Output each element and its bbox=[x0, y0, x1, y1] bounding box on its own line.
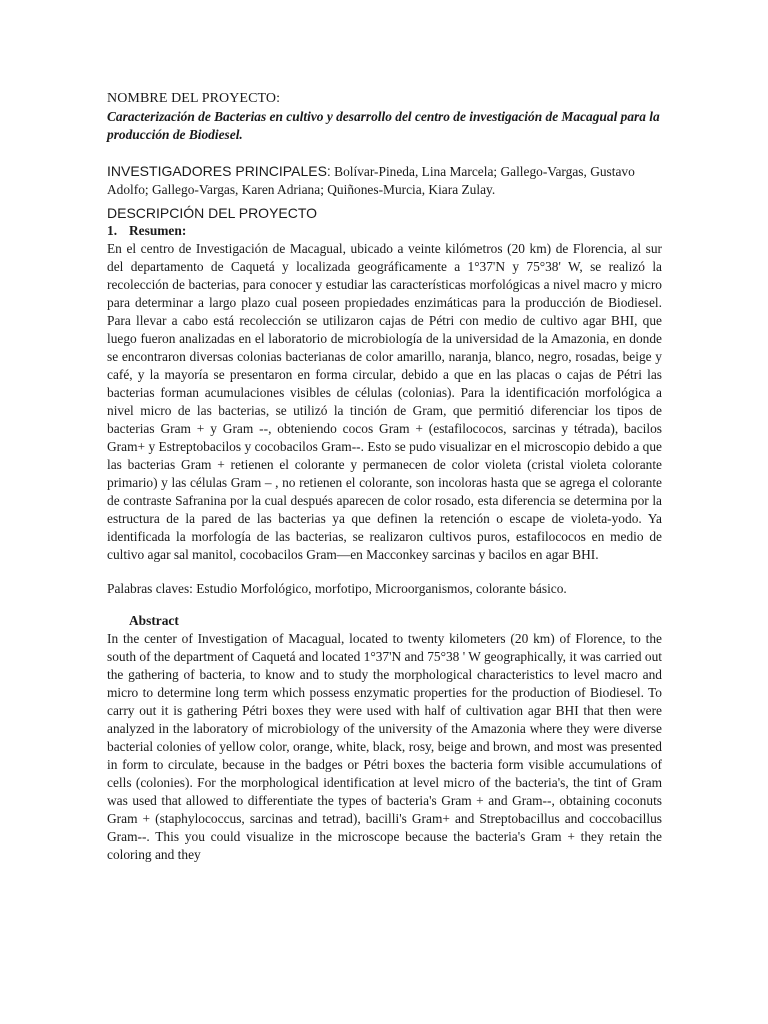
investigators-label: INVESTIGADORES PRINCIPALES: bbox=[107, 163, 331, 179]
resumen-number: 1. bbox=[107, 223, 118, 238]
abstract-heading: Abstract bbox=[129, 613, 179, 628]
description-heading: DESCRIPCIÓN DEL PROYECTO bbox=[107, 205, 318, 221]
resumen-label: Resumen: bbox=[129, 223, 187, 238]
abstract-text: In the center of Investigation of Macagual, located to twenty kilometers (20 km) of Florence, to the south of the department of Caquetá and located 1°37'N and 75°38 ' W geographically, it was carried out the gathering of bacteria, to know and to study the morphological characteristics to level macro and micro to determine long term which possess enzymatic properties for the production of Biodiesel. To carry out it is gathering Pétri boxes they were used with half of cultivation agar BHI that then were analyzed in the laboratory of microbiology of the university of the Amazonia where they were diverse bacterial colonies of yellow color, orange, white, black, rosy, beige and brown, and most was presented in form to circulate, because in the badges or Pétri boxes the bacteria form visible accumulations of cells (colonies). For the morphological identification at level micro of the bacteria's, the tint of Gram was used that allowed to differentiate the types of bacteria's Gram + and Gram--, obtaining coconuts Gram + (staphylococcus, sarcinas and tetrad), bacilli's Gram+ and Streptobacillus and coccobacillus Gram--. This you could visualize in the microscope because the bacteria's Gram + they retain the coloring and they bbox=[107, 631, 662, 862]
resumen-heading bbox=[107, 222, 662, 240]
project-title: Caracterización de Bacterias en cultivo y desarrollo del centro de investigación de Macagual para la producción de Biodiesel. bbox=[107, 109, 660, 142]
investigators-paragraph bbox=[107, 162, 662, 199]
investigators-names: Bolívar-Pineda, Lina Marcela; Gallego-Vargas, Gustavo Adolfo; Gallego-Vargas, Karen Adriana; Quiñones-Murcia, Kiara Zulay. bbox=[107, 164, 635, 197]
keywords-line: Palabras claves: Estudio Morfológico, morfotipo, Microorganismos, colorante básico. bbox=[107, 581, 567, 596]
project-heading: NOMBRE DEL PROYECTO: bbox=[107, 91, 281, 106]
resumen-text: En el centro de Investigación de Macagual, ubicado a veinte kilómetros (20 km) de Florencia, al sur del departamento de Caquetá y localizada geográficamente a 1°37'N y 75°38' W, se realizó la recolección de bacterias, para conocer y estudiar las características morfológicas a nivel macro y micro para determinar a largo plazo cual poseen propiedades enzimáticas para la producción de Biodiesel. Para llevar a cabo está recolección se utilizaron cajas de Pétri con medio de cultivo agar BHI, que luego fueron analizadas en el laboratorio de microbiología de la universidad de la Amazonia, en donde se encontraron diversas colonias bacterianas de color amarillo, naranja, blanco, negro, rosadas, beige y café, y la mayoría se presentaron en forma circular, debido a que en las placas o cajas de Pétri las bacterias forman acumulaciones visibles de células (colonias). Para la identificación morfológica a nivel micro de las bacterias, se utilizó la tinción de Gram, que permitió diferenciar los tipos de bacterias Gram + y Gram --, obteniendo cocos Gram + (estafilococos, sarcinas y tétrada), bacilos Gram+ y Estreptobacilos y cocobacilos Gram--. Esto se pudo visualizar en el microscopio debido a que las bacterias Gram + retienen el colorante y permanecen de color violeta (cristal violeta colorante primario) y las células Gram – , no retienen el colorante, son incoloras hasta que se agrega el colorante de contraste Safranina por la cual después aparecen de color rosado, esta diferencia se determina por la estructura de la pared de las bacterias ya que definen la retención o escape de violeta-yodo. Ya identificada la morfología de las bacterias, se realizaron cultivos puros, estafilococos en medio de cultivo agar sal manitol, cocobacilos Gram—en Macconkey sarcinas y bacilos en agar BHI. bbox=[107, 241, 662, 562]
document-page bbox=[107, 90, 662, 864]
